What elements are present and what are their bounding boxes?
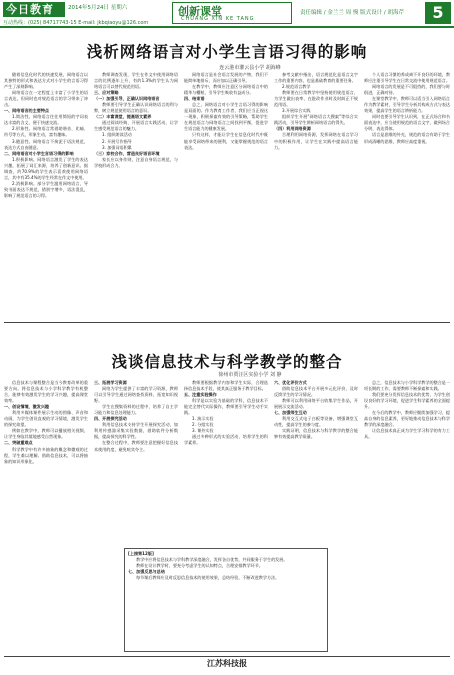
paragraph: 利用交互式电子白板等设备，增强课堂互动性，提高学生的参与度。 [274, 416, 358, 428]
footer-masthead: 江苏科技报 [207, 658, 247, 668]
paragraph: 3. 课外实验 [192, 428, 214, 434]
paragraph: 组织学生开展"网络语言大搜索"等综合实践活动，引导学生辨析网络语言的得失。 [274, 114, 358, 126]
article1-title: 浅析网络语言对小学生言语习得的影响 [86, 42, 368, 61]
paragraph: 家长应以身作则，注意自身语言规范，与学校形成合力。 [94, 156, 178, 168]
paragraph: 教师可以利用网络平台收集学生作品，开展展示交流活动。 [274, 398, 358, 410]
continued-box [124, 548, 328, 652]
paragraph: 四、开展探究活动 [94, 416, 127, 422]
paragraph: 在整合过程中，教师要注意把握好信息技术使用的度，避免喧宾夺主。 [94, 440, 178, 452]
newspaper-logo: 今日教育 [3, 2, 65, 17]
contact-info: 互动热线：(025) 84717743-15 E-mail: jkbqiaoyu@126.com [3, 20, 149, 26]
paragraph: 1. 组织朗读活动 [102, 132, 132, 138]
page-number: 5 [425, 2, 451, 24]
paragraph: 语言是思维的外壳，规范的语言有助于学生形成清晰的思维，教师应高度重视。 [364, 132, 450, 144]
paragraph: 只有这样，才能让学生在信息化时代中既能享受网络带来的便利，又能掌握规范的语言表达。 [184, 132, 268, 150]
paragraph: 七、加强反思与总结 [128, 569, 165, 575]
article1-author: 连云港市灌云县小学 胡海峰 [219, 65, 281, 71]
header-rule [0, 26, 454, 28]
paragraph: 利用信息技术支持学生开展探究活动，如利用传感器采集实验数据，借助软件分析数据，提高探究的科学性。 [94, 422, 178, 440]
article2-author: 徐州市贾汪区实验小学 刘 静 [218, 372, 282, 378]
paragraph: [上接第12版] [128, 551, 154, 556]
paragraph: 在课堂教学中，教师可以适当引入网络语言作为教学素材，引导学生分析其构成方式与表达效果，提高学生的语言辨析能力。 [364, 96, 450, 114]
paragraph: 实践证明，信息技术与科学教学的整合能够有效提高教学质量。 [274, 428, 358, 440]
paragraph: 教师要在日常教学中坚持使用规范语言，为学生做出表率，在批改作业时及时纠正不规范用语。 [274, 90, 358, 108]
article1-column-2 [94, 72, 178, 318]
paragraph: （三）家校合作，营造良好语言环境 [94, 150, 160, 156]
paragraph: 同时也要引导学生认识到，在正式场合和书面表达中，应当使用规范的语言文字，做到场合分明、表达得体。 [364, 114, 450, 132]
paragraph: （二）丰富课堂，提高语文素养 [94, 114, 152, 120]
paragraph: 利用多媒体课件展示生动的图像、声音和动画，为学生创设直观的学习情境，激发学生的探究欲望。 [4, 410, 88, 428]
paragraph: 科学教学中有许多抽象的概念和微观的过程，学生难以理解。借助信息技术，可以将抽象的知识形象化。 [4, 446, 88, 464]
paragraph: 1.积极影响。网络语言激发了学生的表达兴趣，拓展了词汇来源，培养了创新意识。据调查，约70.9%的学生表示喜欢使用网络语言，其中有35.4%的学生经常在作文中使用。 [4, 156, 88, 180]
paragraph: 学生在搜集资料的过程中，培养了自主学习能力和信息处理能力。 [94, 404, 178, 416]
section-pinyin: CHUANG XIN KE TANG [181, 16, 255, 22]
paragraph: 通过多种形式的实验活动，培养学生的科学素养。 [184, 434, 268, 446]
paragraph: 1.简洁性。网络语言往往用简短的字词表达丰富的含义，便于快速交流。 [4, 114, 88, 126]
issue-date: 2014年5月24日 星期六 [68, 5, 128, 11]
footer-rule [4, 656, 450, 657]
paragraph: 在教学中，教师应注意区分网络语言中的精华与糟粕，引导学生吸收有益成分。 [184, 84, 268, 96]
paragraph: 总之，网络语言对小学生言语习得的影响是双面的。作为教育工作者，我们应当正视这一现象，积极探索有效的引导策略，帮助学生在规范语言与网络语言之间找到平衡，促进学生语言能力的健康发展。 [184, 102, 268, 132]
article1-column-5 [364, 72, 450, 318]
article1-column-1 [4, 72, 88, 318]
paragraph: 2.消极影响。部分学生滥用网络语言，导致书面表达不规范，错别字增多，语法混乱，影响了规范语言的习得。 [4, 180, 88, 198]
article2-column-4 [274, 380, 358, 544]
paragraph: 合理利用网络资源，发挥网络在语言学习中的积极作用，让学生在实践中提高语言能力。 [274, 132, 358, 150]
paragraph: （一）加强引导，正确认识网络语言 [94, 96, 160, 102]
paragraph: 个人语言习惯的养成离不开良好的环境，教师应注重引导学生在日常交流中使用规范语言。 [364, 72, 450, 84]
paragraph: 一、创设情境，激发兴趣 [4, 404, 50, 410]
paragraph: 四、结束语 [184, 96, 205, 102]
paragraph: 二、突破重难点 [4, 440, 33, 446]
paragraph: 一、网络语言的主要特点 [4, 108, 50, 114]
paragraph: 教师在设计教学时，要充分考虑学生的认知特点，合理安排教学环节。 [136, 563, 263, 569]
section-title: 创新课堂 [178, 5, 222, 18]
paragraph: 我们要充分发挥信息技术的优势，为学生创设良好的学习环境，促进学生科学素养的全面提升。 [364, 392, 450, 410]
paragraph: 例如在教学中，教师可以播放相关视频，让学生身临其境地感受自然现象。 [4, 428, 88, 440]
paragraph: 2.规范语言教学 [282, 84, 311, 90]
paragraph: 在今后的教学中，教师应继续加强学习，提高自身的信息素养，更好地推动信息技术与科学教学的深度融合。 [364, 410, 450, 428]
paragraph: 二、网络语言对小学生言语习得的影响 [4, 150, 74, 156]
paragraph: 教师调查发现，学生在作文中使用网络语言的比例逐年上升，有约1.3%的学生认为网络语言可以替代规范用语。 [94, 72, 178, 90]
article2-column-2 [94, 380, 178, 544]
paragraph: 随着信息化时代的快速发展，网络语言以其独特的形式和表达方式对小学生的言语习得产生了深刻影响。 [4, 72, 88, 90]
article2-title: 浅谈信息技术与科学教学的整合 [111, 352, 343, 371]
paragraph: 总之，信息技术与小学科学教学的整合是一项长期的工作，需要教师不断探索和实践。 [364, 380, 450, 392]
paragraph: 让信息技术真正成为学生学习科学的有力工具。 [364, 428, 450, 440]
paragraph: 网络语言在一定程度上丰富了小学生的语言表达，但同时也对规范语言的学习带来了冲击。 [4, 90, 88, 108]
paragraph: 网络为学生提供了丰富的学习资源，教师可以引导学生通过网络查找资料，拓宽知识视野。 [94, 386, 178, 404]
article-divider [4, 322, 450, 323]
article1-column-3 [184, 72, 268, 318]
paragraph: （四）利用网络资源 [274, 126, 311, 132]
paragraph: 三、应对策略 [94, 90, 119, 96]
paragraph: 参考文献中指出，语言规范化是语言文字工作的重要内容，也是基础教育的重要任务。 [274, 72, 358, 84]
continued-box-text [128, 551, 324, 649]
paragraph: 3.随意性。网络语言不拘泥于语法规范，表达方式自由随意。 [4, 138, 88, 150]
paragraph: 教学中应将信息技术与学科教学深度融合，发挥各自优势，共同服务于学生的发展。 [136, 557, 288, 563]
article2-column-5 [364, 380, 450, 654]
paragraph: 五、注重实验操作 [184, 392, 217, 398]
paragraph: 信息技术与课程整合是当今教育改革的重要方向。将信息技术与小学科学教学有机整合，能够有效激发学生的学习兴趣，提高课堂效率。 [4, 380, 88, 404]
paragraph: 六、优化评价方式 [274, 380, 307, 385]
paragraph: 七、加强师生互动 [274, 410, 307, 416]
paragraph: 教师要根据教学内容和学生实际，合理选择信息技术手段，使其真正服务于教学目标。 [184, 380, 268, 392]
article1-column-4 [274, 72, 358, 318]
paragraph: 教师要引导学生正确认识网络语言的利与弊，树立规范使用语言的意识。 [94, 102, 178, 114]
paragraph: 借助信息技术平台开展多元化评价，及时反馈学生的学习情况。 [274, 386, 358, 398]
paragraph: 2. 开展写作指导 [102, 138, 132, 144]
page-header [0, 0, 454, 26]
paragraph: 网络语言的发展是不可阻挡的，我们要与时俱进，正确对待。 [364, 84, 450, 96]
paragraph: 2. 分组实验 [192, 422, 214, 428]
article2-column-1 [4, 380, 88, 654]
paragraph: 网络语言是社会语言发展的产物，我们不能简单地排斥，而应加以正确引导。 [184, 72, 268, 84]
article2-column-3 [184, 380, 268, 544]
paragraph: 科学是以实验为基础的学科，信息技术不能完全替代实际操作，教师要引导学生动手实践。 [184, 398, 268, 416]
paragraph: 3.开展综合实践 [282, 108, 311, 114]
editors-credit: 责任编辑 / 金兰兰 周 慢 版式设计 / 胡海芹 [300, 10, 404, 16]
paragraph: 每节课后教师应及时反思信息技术的使用效果，总结经验，不断改进教学方法。 [136, 575, 280, 581]
paragraph: 1. 演示实验 [192, 416, 214, 422]
paragraph: 通过阅读经典、开展语言实践活动，让学生感受规范语言的魅力。 [94, 120, 178, 132]
paragraph: 2.形象性。网络语言常借助谐音、比喻、符号等方式，形象生动，富有趣味。 [4, 126, 88, 138]
paragraph: 三、拓展学习资源 [94, 380, 127, 385]
paragraph: 3. 加强词语积累 [102, 144, 132, 150]
